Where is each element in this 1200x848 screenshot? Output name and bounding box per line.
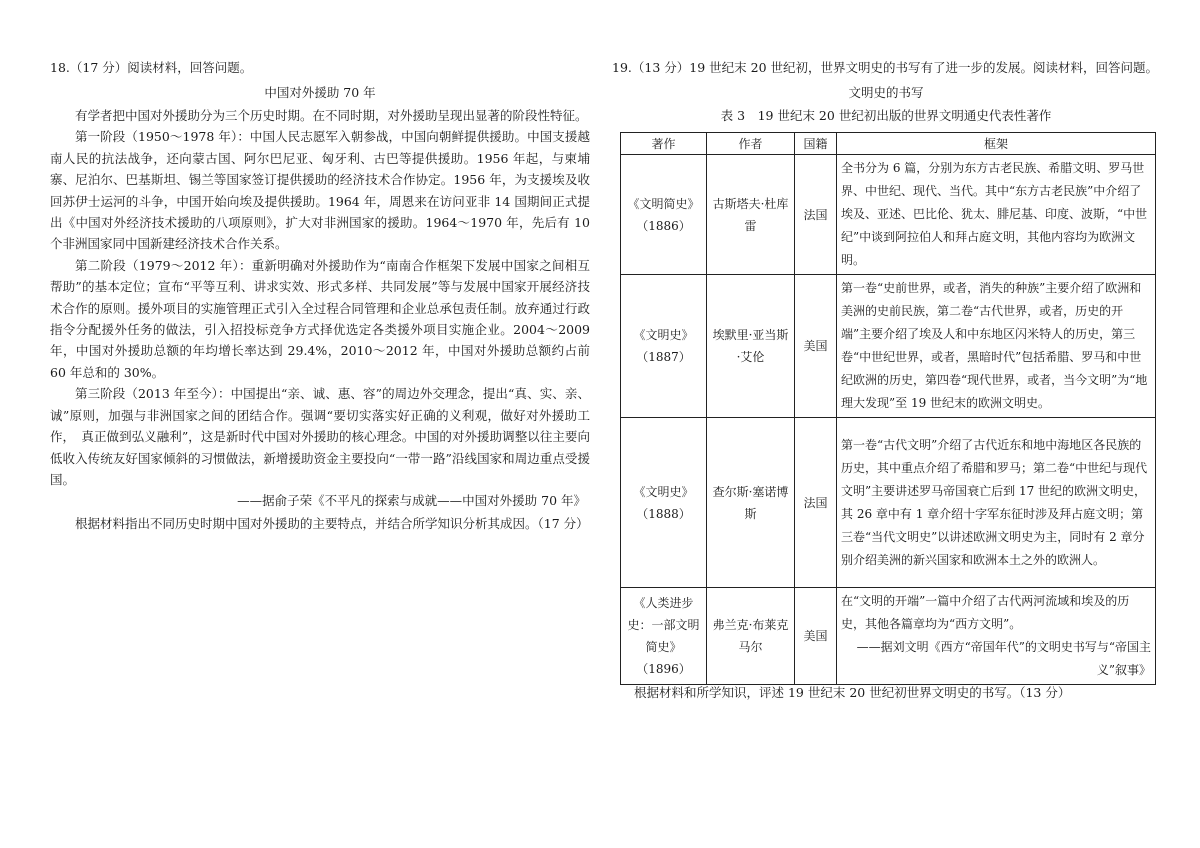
works-table (620, 132, 1156, 685)
cell-work: 《文明史》（1887） (621, 275, 707, 418)
cell-author: 弗兰克·布莱克马尔 (707, 588, 795, 685)
cell-framework: 全书分为 6 篇，分别为东方古老民族、希腊文明、罗马世界、中世纪、现代、当代。其中“东方古老民族”中介绍了埃及、亚述、巴比伦、犹太、腓尼基、印度、波斯，“中世纪”中谈到阿拉伯人和拜占庭文明，其他内容均为欧洲文明。 (837, 155, 1156, 275)
cell-author: 埃默里·亚当斯·艾伦 (707, 275, 795, 418)
q18-title: 中国对外援助 70 年 (264, 85, 376, 100)
question-19 (612, 58, 1160, 700)
cell-author: 查尔斯·塞诺博斯 (707, 418, 795, 588)
cell-author: 古斯塔夫·杜库雷 (707, 155, 795, 275)
q19-table-caption: 表 3 19 世纪末 20 世纪初出版的世界文明通史代表性著作 (720, 108, 1052, 123)
q19-source: ——据刘文明《西方“帝国年代”的文明史书写与“帝国主义”叙事》 (856, 640, 1151, 677)
table-row (621, 588, 1156, 685)
framework-text: 在“文明的开端”一篇中介绍了古代两河流域和埃及的历史，其他各篇章均为“西方文明”。 (841, 594, 1130, 631)
q19-header: 19.（13 分）19 世纪末 20 世纪初，世界文明史的书写有了进一步的发展。阅读材料，回答问题。 (612, 60, 1158, 75)
cell-nationality: 美国 (795, 588, 837, 685)
q19-question: 根据材料和所学知识，评述 19 世纪末 20 世纪初世界文明史的书写。（13 分） (634, 684, 1071, 700)
q18-paragraph-stage-1: 第一阶段（1950～1978 年）：中国人民志愿军入朝参战，中国向朝鲜提供援助。中国支援越南人民的抗法战争，还向蒙古国、阿尔巴尼亚、匈牙利、古巴等提供援助。1956 年起，与柬埔寨、尼泊尔、巴基斯坦、锡兰等国家签订提供援助的经济技术合作协定。1956 年，为支援埃及收回苏伊士运河的斗争，中国开始向埃及提供援助。1964 年，周恩来在访问亚非 14 国期间正式提出《中国对外经济技术援助的八项原则》，扩大对非洲国家的援助。1964～1970 年，先后有 10 个非洲国家同中国新建经济技术合作关系。 (50, 129, 590, 252)
cell-work: 《人类进步史：一部文明简史》（1896） (621, 588, 707, 685)
column-header-nationality: 国籍 (795, 133, 837, 155)
cell-nationality: 美国 (795, 275, 837, 418)
cell-framework (837, 588, 1156, 685)
column-header-framework: 框架 (837, 133, 1156, 155)
table-row (621, 155, 1156, 275)
column-header-author: 作者 (707, 133, 795, 155)
q18-paragraph-stage-3: 第三阶段（2013 年至今）：中国提出“亲、诚、惠、容”的周边外交理念，提出“真、实、亲、诚”原则，加强与非洲国家之间的团结合作。强调“要切实落实好正确的义利观，做好对外援助工作， 真正做到弘义融利”，这是新时代中国对外援助的核心理念。中国的对外援助调整以往主要向低收入传统友好国家倾斜的习惯做法，新增援助资金主要投向“一带一路”沿线国家和周边重点受援国。 (50, 386, 590, 487)
cell-nationality: 法国 (795, 155, 837, 275)
cell-work: 《文明简史》（1886） (621, 155, 707, 275)
cell-work: 《文明史》（1888） (621, 418, 707, 588)
q18-source: ——据俞子荣《不平凡的探索与成就——中国对外援助 70 年》 (237, 493, 586, 509)
table-header-row (621, 133, 1156, 155)
question-18 (50, 58, 590, 534)
q18-header: 18.（17 分）阅读材料，回答问题。 (50, 60, 253, 75)
column-header-work: 著作 (621, 133, 707, 155)
table-row (621, 418, 1156, 588)
cell-nationality: 法国 (795, 418, 837, 588)
cell-framework: 第一卷“史前世界，或者，消失的种族”主要介绍了欧洲和美洲的史前民族，第二卷“古代世界，或者，历史的开端”主要介绍了埃及人和中东地区闪米特人的历史，第三卷“中世纪世界，或者，黑暗时代”包括希腊、罗马和中世纪欧洲的历史，第四卷“现代世界，或者，当今文明”为“地理大发现”至 19 世纪末的欧洲文明史。 (837, 275, 1156, 418)
table-row (621, 275, 1156, 418)
q18-paragraph-stage-2: 第二阶段（1979～2012 年）：重新明确对外援助作为“南南合作框架下发展中国家之间相互帮助”的基本定位；宣布“平等互利、讲求实效、形式多样、共同发展”等与发展中国家开展经济技术合作的原则。援外项目的实施管理正式引入全过程合同管理和企业总承包责任制。放弃通过行政指令分配援外任务的做法，引入招投标竞争方式择优选定各类援外项目实施企业。2004～2009 年，中国对外援助总额的年均增长率达到 29.4%，2010～2012 年，中国对外援助总额约占前 60 年总和的 30%。 (50, 257, 590, 380)
cell-framework: 第一卷“古代文明”介绍了古代近东和地中海地区各民族的历史，其中重点介绍了希腊和罗马；第二卷“中世纪与现代文明”主要讲述罗马帝国衰亡后到 17 世纪的欧洲文明史，其 26 章中有 1 章介绍十字军东征时涉及拜占庭文明；第三卷“当代文明史”以讲述欧洲文明史为主，同时有 2 章分别介绍美洲的新兴国家和欧洲本土之外的欧洲人。 (837, 418, 1156, 588)
q18-paragraph-intro: 有学者把中国对外援助分为三个历史时期。在不同时期，对外援助呈现出显著的阶段性特征。 (75, 108, 588, 123)
q18-question: 根据材料指出不同历史时期中国对外援助的主要特点，并结合所学知识分析其成因。（17 分） (75, 516, 589, 532)
q19-title: 文明史的书写 (848, 85, 924, 100)
